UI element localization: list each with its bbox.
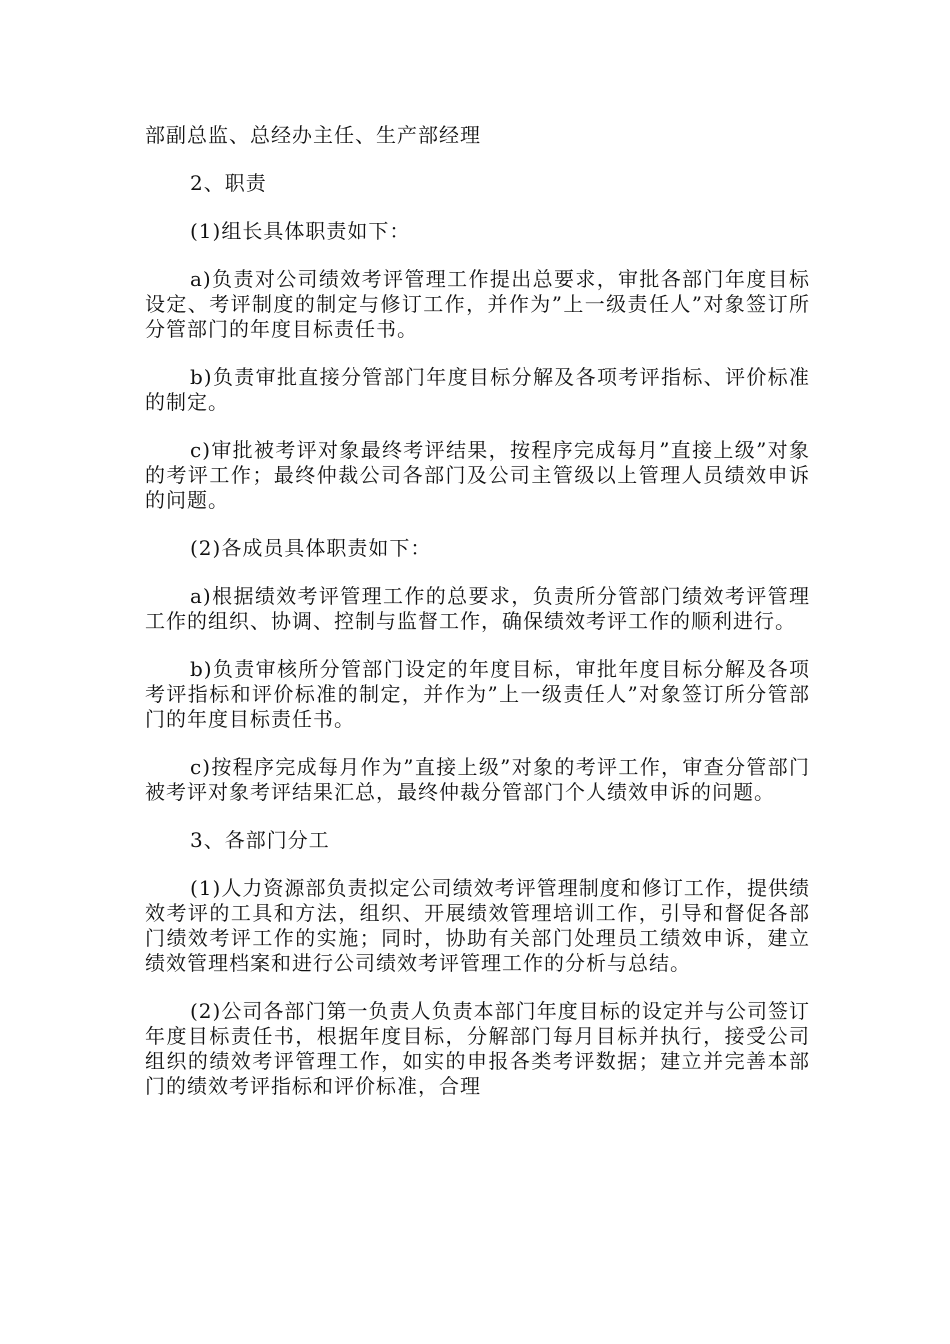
heading-department-division: 3、各部门分工 [190,828,330,852]
subheading-member-duties: (2)各成员具体职责如下： [190,536,432,560]
heading-duties: 2、职责 [190,171,267,195]
paragraph-leader-c: c)审批被考评对象最终考评结果，按程序完成每月”直接上级”对象的考评工作；最终仲裁公司各部门及公司主管级以上管理人员绩效申诉的问题。 [145,438,810,512]
paragraph-member-b: b)负责审核所分管部门设定的年度目标，审批年度目标分解及各项考评指标和评价标准的制定，并作为”上一级责任人”对象签订所分管部门的年度目标责任书。 [145,657,810,731]
paragraph-member-a: a)根据绩效考评管理工作的总要求，负责所分管部门绩效考评管理工作的组织、协调、控制与监督工作，确保绩效考评工作的顺利进行。 [145,584,810,633]
paragraph-department-heads: (2)公司各部门第一负责人负责本部门年度目标的设定并与公司签订年度目标责任书，根据年度目标，分解部门每月目标并执行，接受公司组织的绩效考评管理工作，如实的申报各类考评数据；建立并完善本部门的绩效考评指标和评价标准，合理 [145,999,810,1098]
paragraph-leader-b: b)负责审批直接分管部门年度目标分解及各项考评指标、评价标准的制定。 [145,365,810,414]
paragraph-continuation: 部副总监、总经办主任、生产部经理 [145,123,481,147]
document-body [145,123,810,1122]
subheading-leader-duties: (1)组长具体职责如下： [190,219,411,243]
paragraph-member-c: c)按程序完成每月作为”直接上级”对象的考评工作，审查分管部门被考评对象考评结果汇总，最终仲裁分管部门个人绩效申诉的问题。 [145,755,810,804]
paragraph-leader-a: a)负责对公司绩效考评管理工作提出总要求，审批各部门年度目标设定、考评制度的制定与修订工作，并作为”上一级责任人”对象签订所分管部门的年度目标责任书。 [145,267,810,341]
paragraph-hr-department: (1)人力资源部负责拟定公司绩效考评管理制度和修订工作，提供绩效考评的工具和方法，组织、开展绩效管理培训工作，引导和督促各部门绩效考评工作的实施；同时，协助有关部门处理员工绩效申诉，建立绩效管理档案和进行公司绩效考评管理工作的分析与总结。 [145,876,810,975]
